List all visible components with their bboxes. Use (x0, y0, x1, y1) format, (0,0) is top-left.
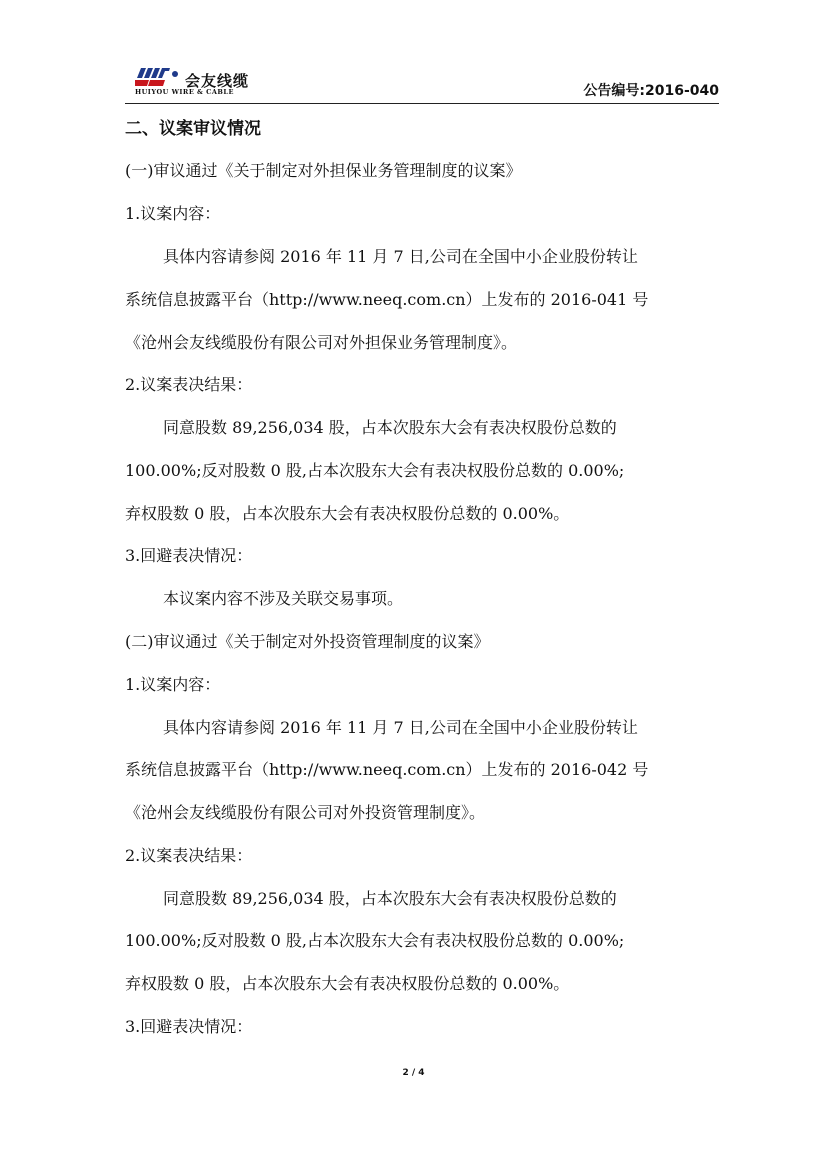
proposal-2-result-line: 同意股数 89,256,034 股，占本次股东大会有表决权股份总数的 (163, 889, 617, 908)
proposal-2-content-line: 具体内容请参阅 2016 年 11 月 7 日,公司在全国中小企业股份转让 (163, 718, 638, 737)
proposal-1-title: (一)审议通过《关于制定对外担保业务管理制度的议案》 (125, 161, 522, 180)
proposal-1-recusal-text: 本议案内容不涉及关联交易事项。 (163, 589, 404, 608)
proposal-2-result-heading: 2.议案表决结果： (125, 846, 253, 865)
page-header (125, 60, 719, 104)
proposal-2-recusal-heading: 3.回避表决情况： (125, 1017, 253, 1036)
proposal-1-recusal-heading: 3.回避表决情况： (125, 546, 253, 565)
section-title: 二、议案审议情况 (125, 119, 261, 139)
proposal-1-result-line: 弃权股数 0 股，占本次股东大会有表决权股份总数的 0.00%。 (125, 504, 570, 523)
proposal-1-result-heading: 2.议案表决结果： (125, 375, 253, 394)
proposal-2-result-line: 弃权股数 0 股，占本次股东大会有表决权股份总数的 0.00%。 (125, 974, 570, 993)
logo-english-name: HUIYOU WIRE & CABLE (135, 88, 234, 96)
page-number: 2 / 4 (402, 1068, 425, 1078)
proposal-1-content-line: 《沧州会友线缆股份有限公司对外担保业务管理制度》。 (125, 333, 518, 352)
proposal-1-result-line: 同意股数 89,256,034 股，占本次股东大会有表决权股份总数的 (163, 418, 617, 437)
proposal-1-result-line: 100.00%;反对股数 0 股,占本次股东大会有表决权股份总数的 0.00%; (125, 461, 625, 480)
proposal-2-result-line: 100.00%;反对股数 0 股,占本次股东大会有表决权股份总数的 0.00%; (125, 931, 625, 950)
proposal-2-content-heading: 1.议案内容： (125, 675, 221, 694)
proposal-1-content-heading: 1.议案内容： (125, 204, 221, 223)
announcement-number: 公告编号:2016-040 (583, 83, 719, 99)
logo-mark-icon (135, 66, 181, 88)
proposal-1-content-line: 系统信息披露平台（http://www.neeq.com.cn）上发布的 2016-041 号 (125, 290, 649, 309)
proposal-2-title: (二)审议通过《关于制定对外投资管理制度的议案》 (125, 632, 490, 651)
logo-chinese-name: 会友线缆 (185, 72, 250, 90)
proposal-1-content-line: 具体内容请参阅 2016 年 11 月 7 日,公司在全国中小企业股份转让 (163, 247, 638, 266)
proposal-2-content-line: 《沧州会友线缆股份有限公司对外投资管理制度》。 (125, 803, 486, 822)
header-divider (125, 103, 719, 104)
proposal-2-content-line: 系统信息披露平台（http://www.neeq.com.cn）上发布的 2016-042 号 (125, 760, 649, 779)
